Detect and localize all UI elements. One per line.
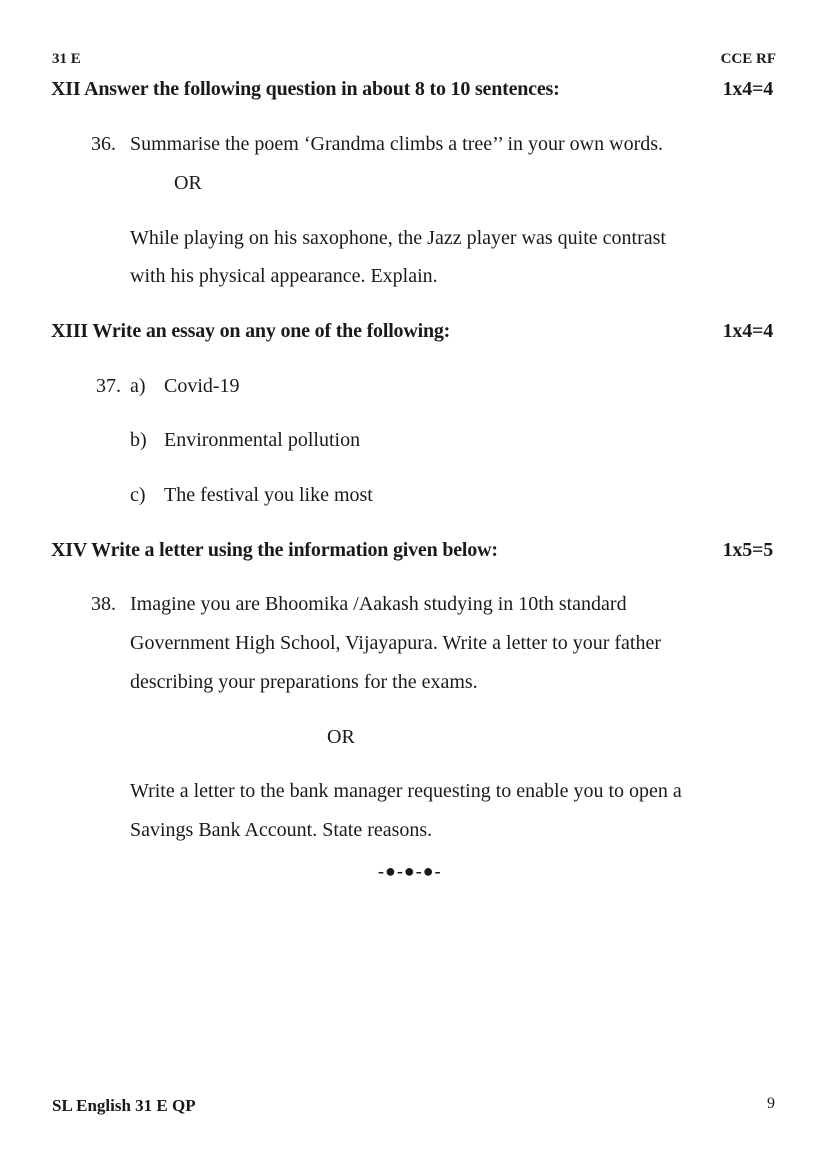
section-title-xiii: XIII Write an essay on any one of the following: (51, 320, 451, 342)
option-label-b: b) (130, 429, 147, 451)
question-alt-36-line1: While playing on his saxophone, the Jazz player was quite contrast (130, 227, 666, 249)
header-code: 31 E (52, 51, 81, 67)
question-38-line1: Imagine you are Bhoomika /Aakash studying in 10th standard (130, 593, 627, 615)
page-number: 9 (767, 1095, 775, 1112)
section-title-xiv: XIV Write a letter using the information given below: (51, 539, 498, 561)
header-tag: CCE RF (720, 51, 776, 67)
question-number-36: 36. (91, 133, 116, 155)
section-title-xii: XII Answer the following question in about 8 to 10 sentences: (51, 78, 560, 100)
option-text-a: Covid-19 (164, 375, 240, 397)
question-alt-38-line1: Write a letter to the bank manager requesting to enable you to open a (130, 780, 682, 802)
option-label-c: c) (130, 484, 146, 506)
question-alt-36-line2: with his physical appearance. Explain. (130, 265, 438, 287)
option-text-c: The festival you like most (164, 484, 373, 506)
section-marks-xiv: 1x5=5 (722, 539, 773, 561)
question-alt-38-line2: Savings Bank Account. State reasons. (130, 819, 433, 841)
or-divider-36: OR (174, 172, 202, 194)
section-marks-xiii: 1x4=4 (722, 320, 773, 342)
question-number-37: 37. (96, 375, 121, 397)
option-label-a: a) (130, 375, 146, 397)
section-marks-xii: 1x4=4 (722, 78, 773, 100)
question-38-line3: describing your preparations for the exams. (130, 671, 478, 693)
question-number-38: 38. (91, 593, 116, 615)
option-text-b: Environmental pollution (164, 429, 361, 451)
or-divider-38: OR (327, 726, 355, 748)
question-text-36: Summarise the poem ‘Grandma climbs a tree’’ in your own words. (130, 133, 664, 155)
end-of-paper-mark: -●-●-●- (378, 861, 442, 881)
question-38-line2: Government High School, Vijayapura. Write a letter to your father (130, 632, 661, 654)
footer-paper-code: SL English 31 E QP (52, 1096, 196, 1115)
